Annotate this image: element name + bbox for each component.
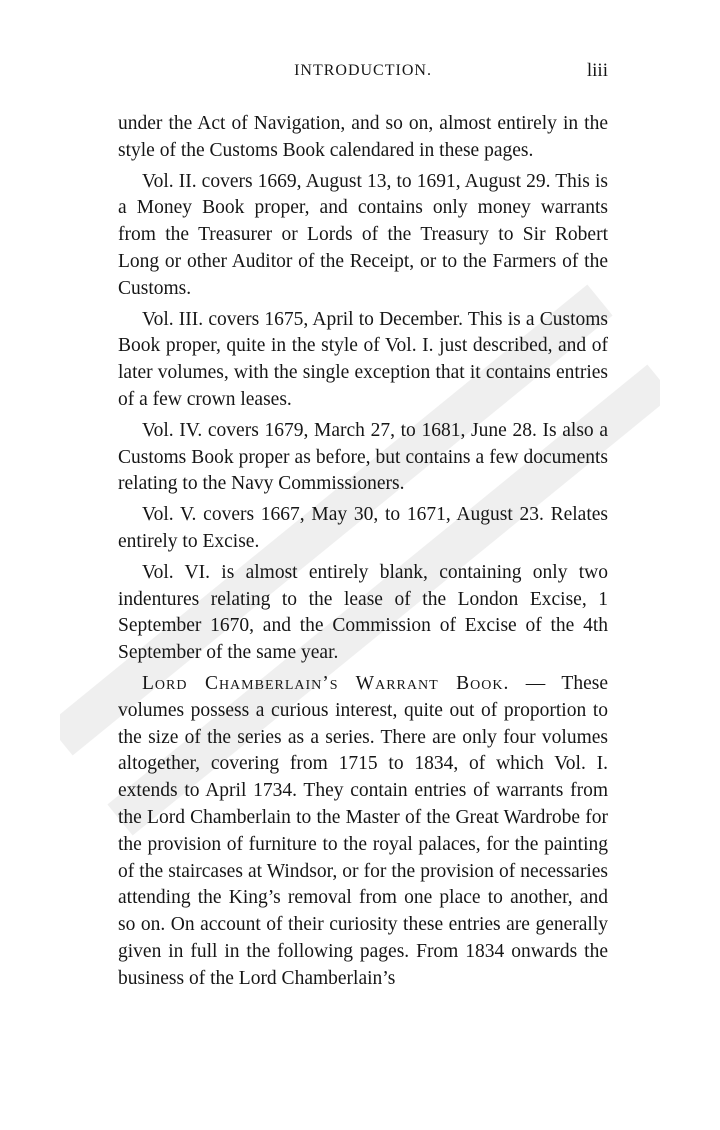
paragraph [118,418,608,498]
paragraph-text: Vol. VI. is almost entirely blank, containing only two indentures relating to the lease of the London Excise, 1 September 1670, and the Commission of Excise of the 4th September of the same year. [118,561,608,664]
paragraph [118,671,608,993]
paragraph [118,307,608,414]
page-number: liii [586,60,608,81]
paragraph-text: — These volumes possess a curious interest, quite out of proportion to the size of the series as a series. There are only four volumes altogether, covering from 1715 to 1834, of which Vol. I. extends to April 1734. They contain entries of warrants from the Lord Chamberlain to the Master of the Great Wardrobe for the provision of furniture to the royal palaces, for the painting of the staircases at Windsor, or for the provision of necessaries attending the King’s removal from one place to another, and so on. On account of their curiosity these entries are generally given in full in the following pages. From 1834 onwards the business of the Lord Chamberlain’s [118,672,608,989]
section-heading: Lord Chamberlain’s Warrant Book. [142,672,510,694]
paragraph-text: Vol. V. covers 1667, May 30, to 1671, August 23. Relates entirely to Excise. [118,504,608,552]
paragraph-text: Vol. III. covers 1675, April to December. This is a Customs Book proper, quite in the style of Vol. I. just described, and of later volumes, with the single exception that it contains entries of a few crown leases. [118,308,608,410]
page-header [118,62,608,90]
paragraph-text: Vol. II. covers 1669, August 13, to 1691, August 29. This is a Money Book proper, and contains only money warrants from the Treasurer or Lords of the Treasury to Sir Robert Long or other Auditor of the Receipt, or to the Farmers of the Customs. [118,170,608,299]
paragraph [118,111,608,165]
paragraph [118,169,608,303]
paragraph-text: under the Act of Navigation, and so on, almost entirely in the style of the Customs Book calendared in these pages. [118,113,608,161]
running-head: INTRODUCTION. [294,62,432,79]
paragraph [118,502,608,556]
body-text [118,111,608,993]
paragraph-text: Vol. IV. covers 1679, March 27, to 1681, June 28. Is also a Customs Book proper as before, but contains a few documents relating to the Navy Commissioners. [118,419,608,495]
paragraph [118,560,608,667]
